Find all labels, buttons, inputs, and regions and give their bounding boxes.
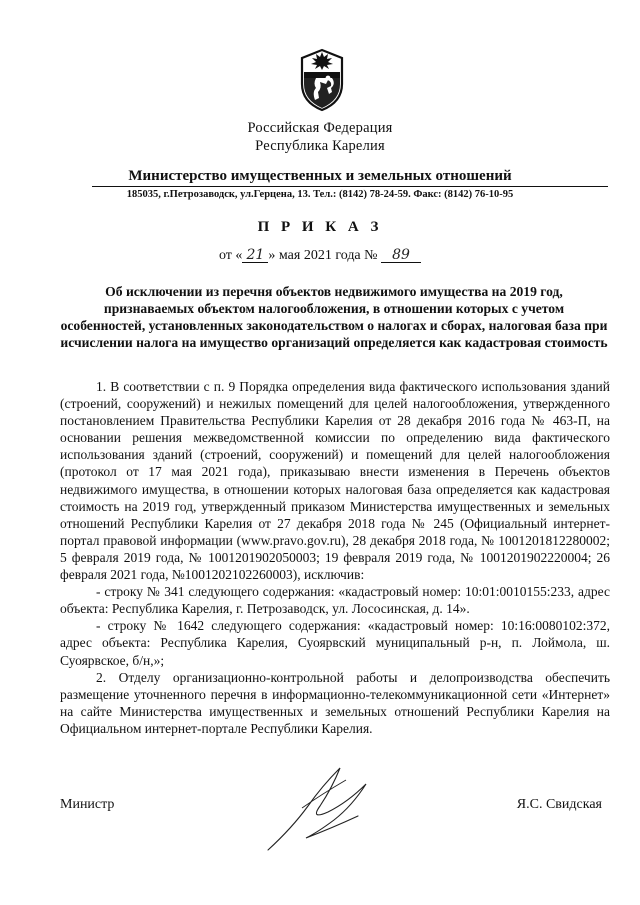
paragraph-row-1642: - строку № 1642 следующего содержания: «кадастровый номер: 10:16:0080102:372, адрес объекта: Республика Карелия, Суоярвский муниципальный р-н, п. Лоймола, ш. Суоярвское, б/н,»; [60,618,610,668]
signer-name: Я.С. Свидская [516,797,602,812]
republic-line: Республика Карелия [255,138,385,154]
header-divider [92,186,608,187]
paragraph-row-341: - строку № 341 следующего содержания: «кадастровый номер: 10:01:0010155:233, адрес объекта: Республика Карелия, г. Петрозаводск, ул. Лососинская, д. 14». [60,584,610,617]
order-body [60,378,610,737]
paragraph-2: 2. Отделу организационно-контрольной работы и делопроизводства обеспечить размещение уточненного перечня в информационно-телекоммуникационной сети «Интернет» на сайте Министерства имущественных и земельных отношений Республики Карелия на Официальном интернет-портале Республики Карелия. [60,669,610,736]
order-title: Об исключении из перечня объектов недвижимого имущества на 2019 год, признаваемых объектом налогообложения, в отношении которых с учетом особенностей, установленных законодательством о налогах и сборах, налоговая база при исчислении налога на имущество организаций определяется как кадастровая стоимость [60,284,608,350]
order-heading: П Р И К А З [257,219,383,235]
coat-of-arms-karelia-icon [298,48,346,112]
ministry-name: Министерство имущественных и земельных отношений [128,168,512,184]
signer-position: Министр [60,797,115,812]
date-prefix: от « [218,248,243,263]
handwritten-signature [262,758,382,858]
order-dateline [0,247,640,265]
country-name [0,119,640,155]
order-day: 21 [242,248,268,263]
order-number: 89 [381,248,421,263]
ministry-address: 185035, г.Петрозаводск, ул.Герцена, 13. Тел.: (8142) 78-24-59. Факс: (8142) 76-10-95 [126,189,514,200]
country-line: Российская Федерация [247,120,393,136]
paragraph-1: 1. В соответствии с п. 9 Порядка определения вида фактического использования зданий (строений, сооружений) и нежилых помещений для целей налогообложения, утвержденного постановлением Правительства Республики Карелия от 28 декабря 2016 года № 463-П, на основании решения межведомственной комиссии по определению вида фактического использования зданий (строений, сооружений) и помещений для целей налогообложения (протокол от 17 мая 2021 года), приказываю внести изменения в Перечень объектов недвижимого имущества, в отношении которых налоговая база определяется как кадастровая стоимость на 2019 год, утвержденный приказом Министерства имущественных и земельных отношений Республики Карелия от 27 декабря 2018 года № 245 (Официальный интернет-портал правовой информации (www.pravo.gov.ru), 28 декабря 2018 года, № 1001201812280002; 5 февраля 2019 года, № 1001201902050003; 19 февраля 2019 года, № 1001201902220004; 26 февраля 2021 года, №1001202102260003), исключив: [60,379,610,583]
date-middle: » мая 2021 года № [268,248,378,263]
